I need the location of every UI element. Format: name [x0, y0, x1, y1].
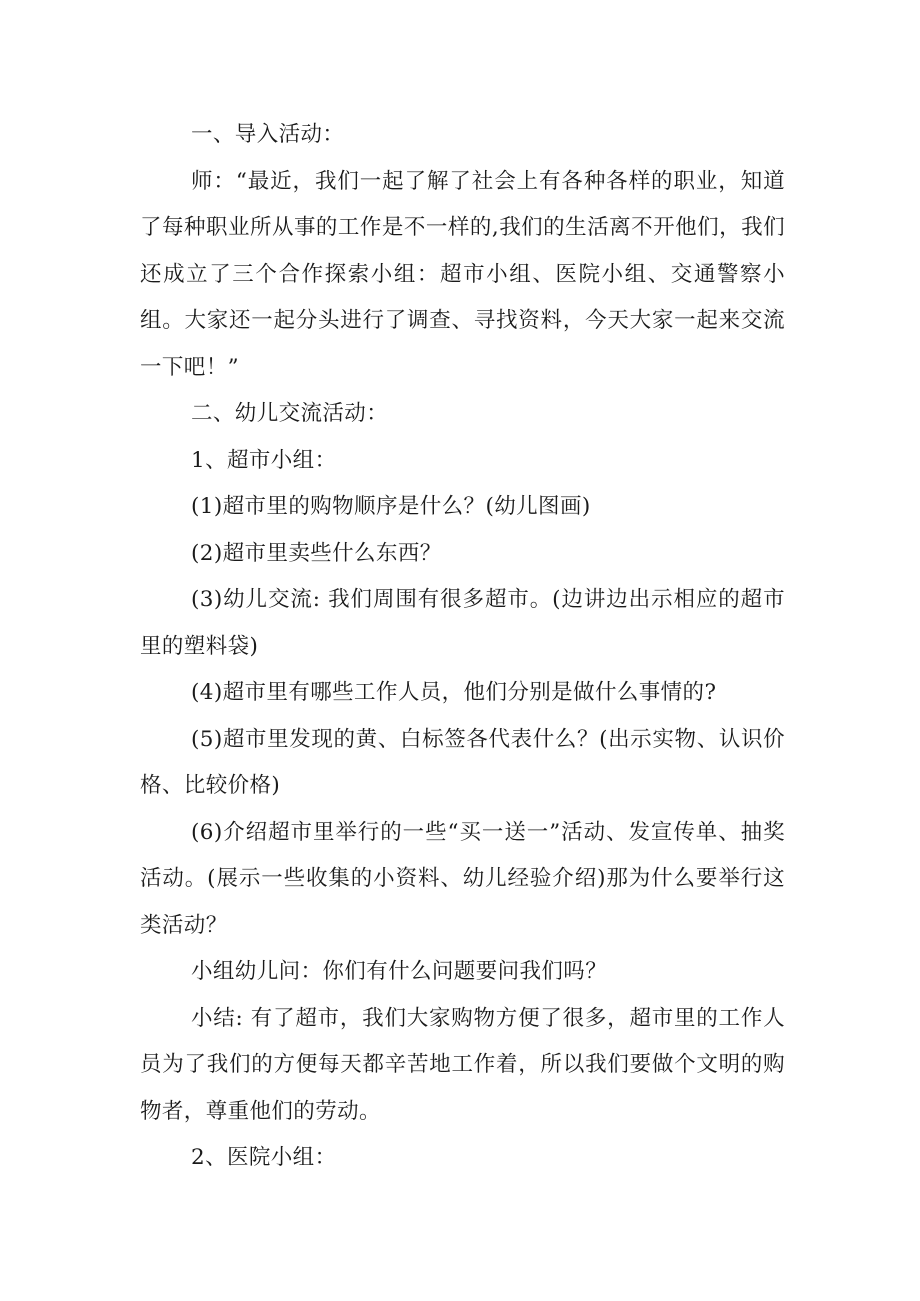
subsection-heading-supermarket: 1、超市小组：	[191, 447, 337, 473]
list-item-5: (5)超市里发现的黄、白标签各代表什么？(出示实物、认识价格、比较价格)	[140, 726, 785, 798]
list-item-3: (3)幼儿交流: 我们周围有很多超市。(边讲边出示相应的超市里的塑料袋)	[140, 587, 785, 659]
summary-paragraph: 小结: 有了超市，我们大家购物方便了很多，超市里的工作人员为了我们的方便每天都辛苦地工作着，所以我们要做个文明的购物者，尊重他们的劳动。	[140, 1005, 785, 1124]
list-item-1: (1)超市里的购物顺序是什么？(幼儿图画)	[191, 494, 591, 519]
list-item-6: (6)介绍超市里举行的一些“买一送一”活动、发宣传单、抽奖活动。(展示一些收集的小资料、幼儿经验介绍)那为什么要举行这类活动？	[140, 819, 785, 938]
subsection-heading-hospital: 2、医院小组：	[191, 1145, 337, 1170]
group-question-paragraph: 小组幼儿问：你们有什么问题要问我们吗？	[191, 959, 608, 984]
list-item-2: (2)超市里卖些什么东西？	[191, 540, 442, 566]
list-item-4: (4)超市里有哪些工作人员，他们分别是做什么事情的?	[191, 680, 717, 705]
section-heading-intro: 一、导入活动：	[191, 122, 345, 147]
section-heading-exchange: 二、幼儿交流活动：	[191, 401, 389, 426]
document-body	[140, 112, 785, 1182]
teacher-speech-paragraph: 师：“最近，我们一起了解了社会上有各种各样的职业，知道了每种职业所从事的工作是不一样的,我们的生活离不开他们，我们还成立了三个合作探索小组：超市小组、医院小组、交通警察小组。大家还一起分头进行了调查、寻找资料，今天大家一起来交流一下吧！”	[140, 168, 785, 380]
